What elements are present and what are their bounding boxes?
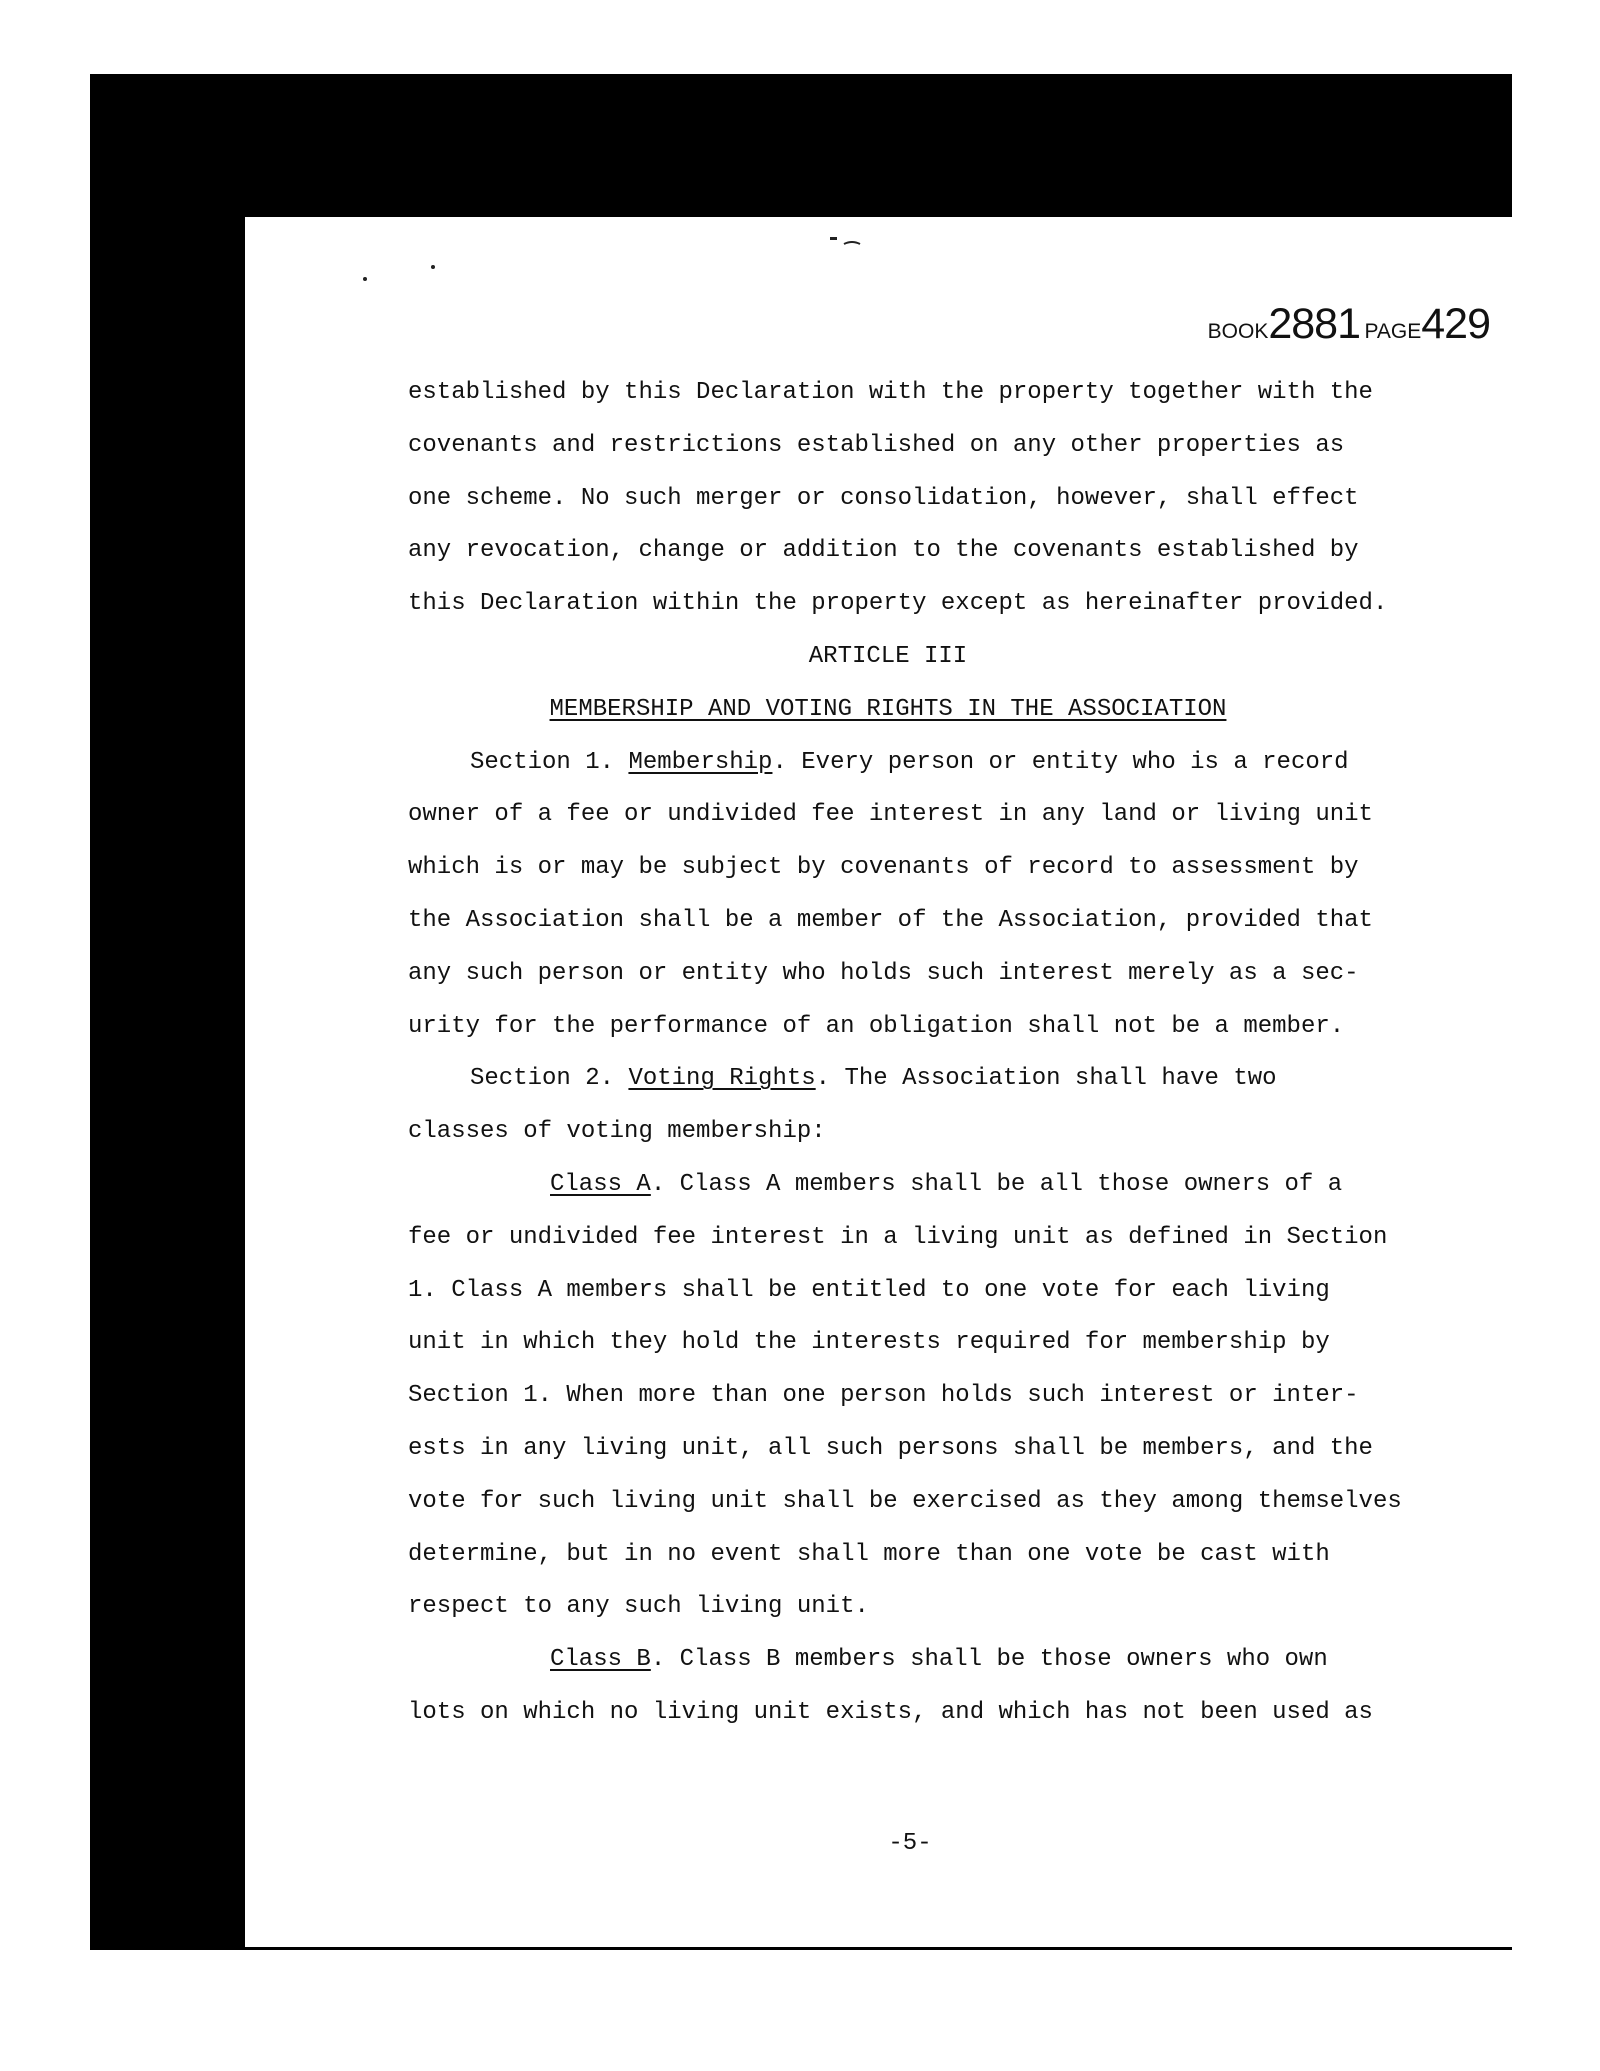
section-2-title: Voting Rights — [628, 1065, 816, 1093]
book-number: 2881 — [1268, 300, 1360, 348]
document-body — [408, 367, 1518, 1740]
page-number: -5- — [888, 1830, 932, 1857]
section-2-heading — [408, 1053, 1518, 1106]
text-line: classes of voting membership: — [408, 1118, 826, 1146]
page-label: PAGE — [1364, 320, 1422, 343]
document-page — [245, 217, 1575, 1947]
text-line: respect to any such living unit. — [408, 1593, 869, 1621]
class-a-first-line: . Class A members shall be all those owners of a — [650, 1170, 1343, 1198]
text-line: covenants and restrictions established on any other properties as — [408, 431, 1345, 459]
class-b-heading — [408, 1634, 1518, 1687]
text-line: vote for such living unit shall be exercised as they among themselves — [408, 1487, 1402, 1515]
book-label: BOOK — [1207, 320, 1269, 343]
section-1-label: Section 1. — [470, 748, 615, 776]
class-b-title: Class B — [550, 1646, 651, 1674]
text-line: unit in which they hold the interests required for membership by — [408, 1329, 1330, 1357]
text-line: which is or may be subject by covenants of record to assessment by — [408, 854, 1359, 882]
text-line: the Association shall be a member of the Association, provided that — [408, 906, 1373, 934]
section-2-label: Section 2. — [470, 1065, 615, 1093]
text-line: any such person or entity who holds such interest merely as a sec- — [408, 959, 1359, 987]
book-page-stamp — [1208, 300, 1490, 349]
scan-border — [90, 74, 1512, 1950]
text-line: urity for the performance of an obligation shall not be a member. — [408, 1012, 1345, 1040]
article-title — [408, 684, 1518, 737]
text-line: Section 1. When more than one person holds such interest or inter- — [408, 1382, 1359, 1410]
class-a-heading — [408, 1159, 1518, 1212]
section-2-first-line: . The Association shall have two — [815, 1065, 1277, 1093]
class-b-first-line: . Class B members shall be those owners who own — [650, 1646, 1328, 1674]
text-line: determine, but in no event shall more than one vote be cast with — [408, 1540, 1330, 1568]
text-line: this Declaration within the property except as hereinafter provided. — [408, 590, 1388, 618]
text-line: one scheme. No such merger or consolidation, however, shall effect — [408, 484, 1359, 512]
section-1-heading — [408, 737, 1518, 790]
section-1-first-line: . Every person or entity who is a record — [772, 748, 1349, 776]
page-stamp-number: 429 — [1421, 300, 1490, 348]
text-line: 1. Class A members shall be entitled to one vote for each living — [408, 1276, 1330, 1304]
class-a-title: Class A — [550, 1170, 651, 1198]
article-title-text: MEMBERSHIP AND VOTING RIGHTS IN THE ASSOCIATION — [549, 695, 1227, 723]
text-line: ests in any living unit, all such persons shall be members, and the — [408, 1434, 1373, 1462]
text-line: fee or undivided fee interest in a living unit as defined in Section — [408, 1223, 1388, 1251]
text-line: lots on which no living unit exists, and which has not been used as — [408, 1698, 1373, 1726]
text-line: owner of a fee or undivided fee interest in any land or living unit — [408, 801, 1373, 829]
section-1-title: Membership — [628, 748, 773, 776]
article-heading: ARTICLE III — [808, 642, 968, 670]
text-line: any revocation, change or addition to the covenants established by — [408, 537, 1359, 565]
text-line: established by this Declaration with the property together with the — [408, 379, 1373, 406]
